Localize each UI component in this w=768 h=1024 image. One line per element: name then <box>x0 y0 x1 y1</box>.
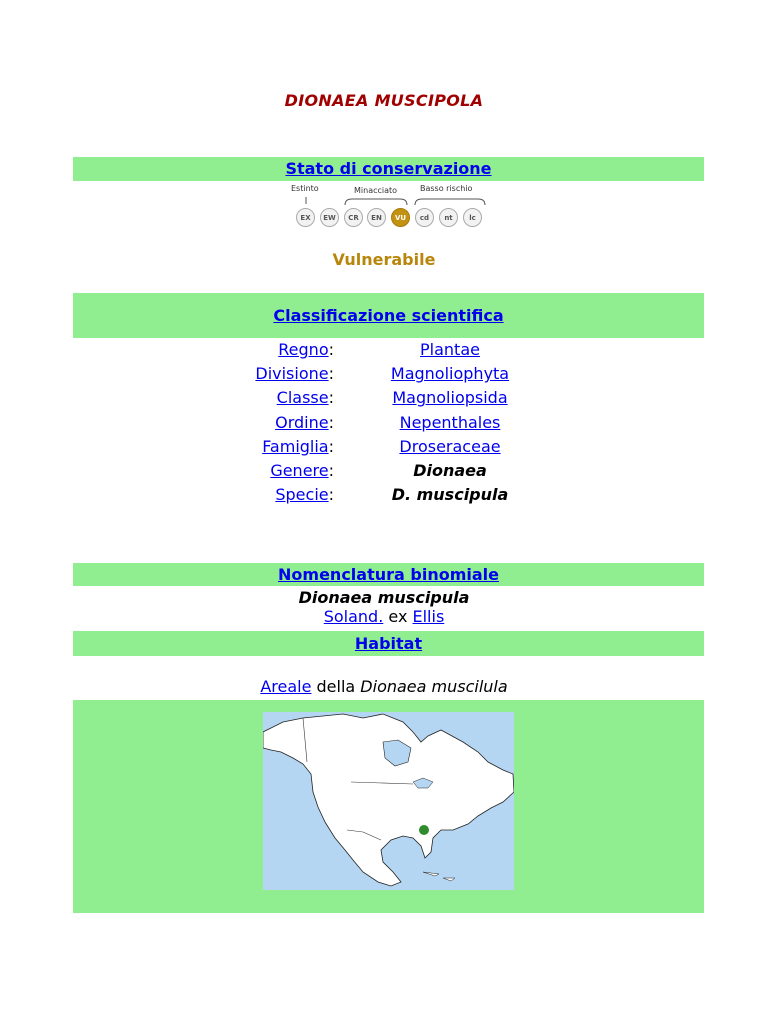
group-label-extinct: Estinto <box>291 184 319 193</box>
taxonomy-row <box>0 388 768 412</box>
value-link-magnoliophyta[interactable]: Magnoliophyta <box>390 364 510 384</box>
rank-colon: : <box>328 388 334 408</box>
taxonomy-value <box>380 413 520 432</box>
taxonomy-rank <box>0 437 342 456</box>
rank-link-divisione[interactable]: Divisione <box>255 364 329 384</box>
taxonomy-rank <box>0 364 342 383</box>
status-cd-circle: cd <box>415 208 434 227</box>
author-link-ellis[interactable]: Ellis <box>412 607 445 626</box>
rank-link-classe[interactable]: Classe <box>276 388 329 408</box>
status-ew-circle: EW <box>320 208 339 227</box>
value-link-droseraceae[interactable]: Droseraceae <box>399 436 501 456</box>
habitat-header-bar <box>73 631 704 656</box>
status-vu-circle: VU <box>391 208 410 227</box>
rank-link-specie[interactable]: Specie <box>275 485 329 505</box>
rank-colon: : <box>328 461 334 480</box>
taxonomy-rank <box>0 388 342 407</box>
rank-link-regno[interactable]: Regno <box>278 340 329 359</box>
value-link-plantae[interactable]: Plantae <box>420 340 480 359</box>
binomial-name: Dionaea muscipula <box>298 588 470 607</box>
taxonomy-row <box>0 485 768 509</box>
rank-link-ordine[interactable]: Ordine <box>275 412 329 432</box>
scale-brackets <box>290 184 490 208</box>
taxonomy-value: D. muscipula <box>391 485 509 505</box>
group-label-threatened: Minacciato <box>354 186 398 195</box>
classification-header-bar <box>73 293 704 338</box>
value-link-magnoliopsida[interactable]: Magnoliopsida <box>392 388 508 408</box>
taxonomy-value <box>380 364 520 383</box>
taxonomy-row <box>0 413 768 437</box>
rank-colon: : <box>328 485 334 505</box>
status-nt-circle: nt <box>439 208 458 227</box>
rank-colon: : <box>328 340 334 359</box>
taxonomy-value <box>380 340 520 359</box>
conservation-header-bar <box>73 157 704 181</box>
taxonomy-value <box>380 388 520 407</box>
binomial-header-bar <box>73 563 704 586</box>
status-lc-circle: lc <box>463 208 482 227</box>
conservation-status-text: Vulnerabile <box>332 250 436 269</box>
author-link-soland[interactable]: Soland. <box>323 607 384 626</box>
taxonomy-rank <box>0 461 342 480</box>
rank-colon: : <box>328 412 334 432</box>
conservation-header-link[interactable]: Stato di conservazione <box>285 159 492 178</box>
taxonomy-value: Dionaea <box>413 461 487 480</box>
map-box <box>73 700 704 913</box>
conservation-scale <box>290 184 490 234</box>
taxonomy-rank <box>0 340 342 359</box>
taxonomy-row <box>0 364 768 388</box>
taxonomy-value <box>380 437 520 456</box>
areale-link[interactable]: Areale <box>260 677 312 696</box>
rank-colon: : <box>328 436 334 456</box>
caption-text: della <box>311 677 361 696</box>
range-map-image <box>263 712 514 890</box>
author-connector: ex <box>383 607 413 626</box>
binomial-header-link[interactable]: Nomenclatura binomiale <box>278 565 499 584</box>
taxonomy-row <box>0 437 768 461</box>
caption-species: Dionaea muscilula <box>360 677 508 696</box>
habitat-caption <box>0 677 768 696</box>
taxonomy-rank <box>0 485 342 504</box>
rank-colon: : <box>328 364 334 384</box>
classification-header-link[interactable]: Classificazione scientifica <box>273 306 504 325</box>
rank-link-genere[interactable]: Genere <box>270 461 329 480</box>
status-ex-circle: EX <box>296 208 315 227</box>
page-title: DIONAEA MUSCIPOLA <box>284 91 484 110</box>
binomial-block <box>0 588 768 626</box>
group-label-low-risk: Basso rischio <box>420 184 473 193</box>
value-link-nepenthales[interactable]: Nepenthales <box>399 412 501 432</box>
taxonomy-row <box>0 340 768 364</box>
status-en-circle: EN <box>367 208 386 227</box>
habitat-header-link[interactable]: Habitat <box>354 634 423 653</box>
rank-link-famiglia[interactable]: Famiglia <box>262 436 329 456</box>
taxonomy-row <box>0 461 768 485</box>
taxonomy-rank <box>0 413 342 432</box>
status-cr-circle: CR <box>344 208 363 227</box>
